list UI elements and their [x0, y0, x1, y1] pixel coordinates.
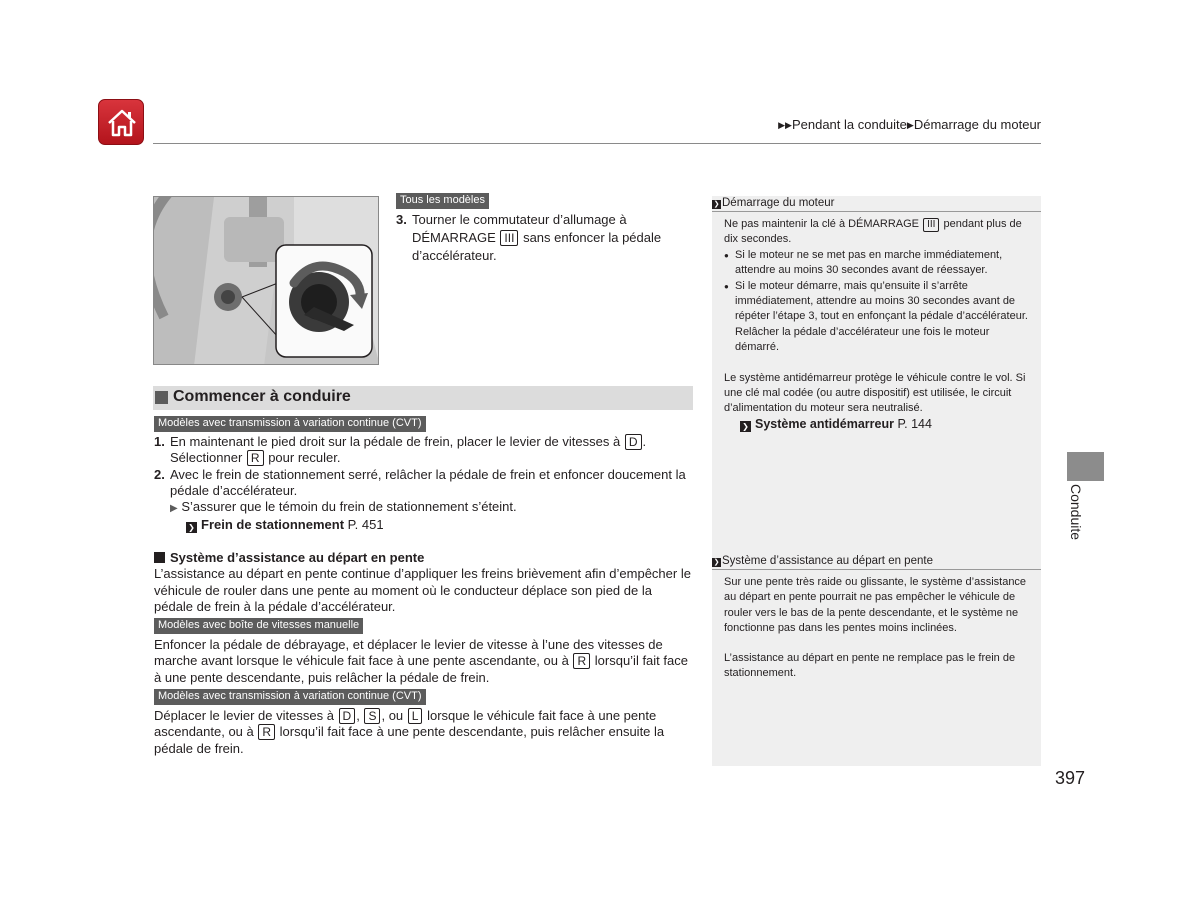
paragraph: L’assistance au départ en pente continue d’appliquer les freins brièvement afin d’empêcher le véhicule de rouler dans une pente au moment où le conducteur déplace son pied de la pédale de frein à la pédale d’accélérateur.: [154, 566, 691, 614]
chapter-tab[interactable]: [1067, 452, 1104, 481]
home-button[interactable]: [98, 99, 144, 145]
breadcrumb-arrow-icon: ▶▶: [778, 120, 792, 130]
breadcrumb: [778, 117, 1041, 132]
section-square-icon: [155, 391, 168, 404]
note-text: S’assurer que le témoin du frein de stationnement s’éteint.: [181, 499, 517, 515]
header-divider: [153, 143, 1041, 144]
sidebar-engine-start-notes: [724, 217, 1032, 432]
ignition-start-key-icon: III: [500, 230, 518, 246]
step-number: 1.: [154, 434, 165, 449]
step-text: pour reculer.: [268, 450, 341, 466]
reference-arrow-icon: ❯: [740, 421, 751, 432]
section-header: [153, 386, 693, 410]
note-arrow-icon: ▶: [170, 503, 178, 515]
gear-r-icon: R: [258, 724, 275, 740]
step-number: 2.: [154, 466, 165, 482]
list-item: [154, 467, 694, 534]
chapter-label: Conduite: [1068, 484, 1084, 541]
bullet-item: ● Si le moteur ne se met pas en marche immédiatement, attendre au moins 30 secondes avant de réessayer.: [724, 248, 1032, 279]
paragraph-cvt: Déplacer le levier de vitesses à D , S , ou L lorsque le véhicule fait face à une pente ascendante, ou à R lorsqu’il fait face à une pente descendante, puis relâcher ensuite la pédale de frein.: [154, 708, 665, 756]
reference-title: Frein de stationnement: [201, 517, 345, 533]
sidebar-hill-start-notes: [724, 575, 1032, 681]
home-icon: [105, 106, 139, 140]
cross-reference-link[interactable]: ❯ Système antidémarreur P. 144: [724, 417, 1032, 432]
gear-s-icon: S: [364, 708, 380, 724]
step-text: En maintenant le pied droit sur la pédale de frein, placer le levier de vitesses à: [170, 434, 621, 449]
tag-all-models: Tous les modèles: [396, 193, 489, 209]
tag-cvt-models: Modèles avec transmission à variation continue (CVT): [154, 689, 426, 705]
note: [170, 499, 694, 517]
subsection-title: Système d’assistance au départ en pente: [154, 550, 694, 566]
step-text: sans enfoncer la pédale: [523, 230, 662, 245]
section-title: Commencer à conduire: [173, 388, 351, 405]
breadcrumb-current: Démarrage du moteur: [913, 117, 1041, 132]
paragraph: Le système antidémarreur protège le véhicule contre le vol. Si une clé mal codée (ou autre dispositif) est utilisée, le circuit d’alimentation du moteur sera neutralisé.: [724, 371, 1026, 415]
paragraph-manual: Enfoncer la pédale de débrayage, et déplacer le levier de vitesse à l’une des vitesses de marche avant lorsque le véhicule fait face à une pente ascendante, ou à R lorsqu’il fait face à une pente descendante, puis relâcher la pédale de frein.: [154, 637, 688, 685]
sidebar-heading-engine-start: ❯ Démarrage du moteur: [712, 197, 1041, 212]
paragraph: L’assistance au départ en pente ne remplace pas le frein de stationnement.: [724, 651, 1016, 680]
breadcrumb-arrow-icon: ▶: [906, 120, 914, 130]
sidebar-marker-icon: ❯: [713, 201, 720, 208]
gear-d-icon: D: [339, 708, 356, 724]
step-number: 3.: [396, 212, 407, 227]
start-driving-steps: [154, 434, 694, 534]
sidebar-heading-hill-start: ❯ Système d’assistance au départ en pente: [712, 555, 1041, 570]
page-number: 397: [1055, 768, 1086, 788]
ignition-start-key-icon: III: [923, 218, 939, 232]
ignition-photo: [153, 196, 379, 365]
paragraph: Sur une pente très raide ou glissante, le système d’assistance au départ en pente pourrait ne pas empêcher le véhicule de rouler vers le bas de la pente descendante, et le système ne fonctionne pas dans les pentes moins inclinées.: [724, 576, 1027, 635]
bullet-item: ● Si le moteur démarre, mais qu’ensuite il s’arrête immédiatement, attendre au moins 30 secondes avant de répéter l’étape 3, tout en enfonçant la pédale d’accélérateur. Relâcher la pédale d’accélérateur une fois le moteur démarré.: [724, 279, 1032, 356]
subsection-square-icon: [154, 552, 165, 563]
paragraph: Ne pas maintenir la clé à DÉMARRAGE III pendant plus de dix secondes.: [724, 218, 1022, 246]
gear-r-icon: R: [247, 450, 264, 466]
step-text: Tourner le commutateur d’allumage à: [412, 212, 627, 227]
list-item: 1. En maintenant le pied droit sur la pédale de frein, placer le levier de vitesses à D . Sélectionner R pour reculer.: [154, 434, 647, 466]
step-text: Sélectionner: [170, 450, 243, 466]
breadcrumb-link-driving[interactable]: Pendant la conduite: [791, 117, 907, 132]
step-text: d’accélérateur.: [412, 248, 497, 263]
cross-reference-link[interactable]: [170, 517, 694, 533]
step-text: DÉMARRAGE: [412, 230, 496, 245]
hill-start-section: [154, 550, 694, 615]
tag-cvt-models: Modèles avec transmission à variation continue (CVT): [154, 416, 426, 432]
tag-manual-models: Modèles avec boîte de vitesses manuelle: [154, 618, 363, 634]
step-3: [396, 211, 696, 265]
reference-arrow-icon: ❯: [186, 522, 197, 533]
reference-page: P. 451: [347, 517, 384, 533]
gear-r-icon: R: [573, 653, 590, 669]
step-text: pédale d’accélérateur.: [170, 482, 298, 498]
gear-d-icon: D: [625, 434, 642, 450]
gear-l-icon: L: [408, 708, 423, 724]
sidebar-marker-icon: ❯: [713, 559, 720, 566]
step-text: Avec le frein de stationnement serré, relâcher la pédale de frein et enfoncer doucement la: [170, 466, 686, 482]
